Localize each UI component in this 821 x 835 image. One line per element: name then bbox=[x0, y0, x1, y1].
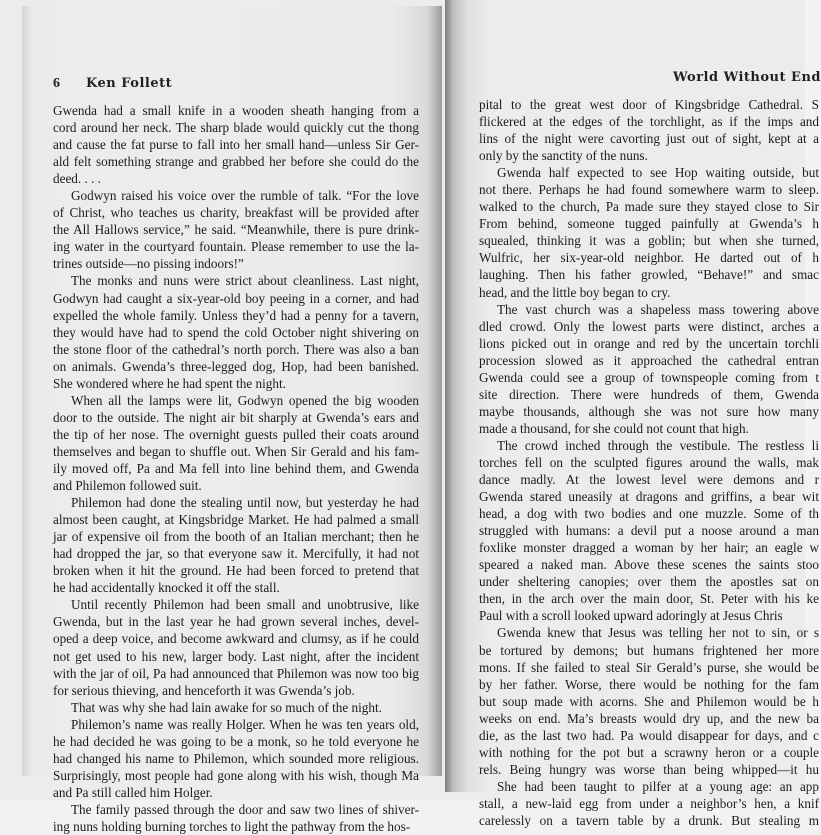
text-line: expelled the whole family. Unless they’d had a penny for a tavern, bbox=[53, 307, 419, 323]
text-line: Godwyn had caught a six-year-old boy peeing in a corner, and had bbox=[53, 290, 419, 306]
text-line: trines outside—no pissing indoors!” bbox=[53, 256, 244, 272]
text-line: not get used to his new, larger body. Last night, after the incident bbox=[53, 648, 419, 664]
text-line: they would have had to spend the cold October night shivering on bbox=[53, 324, 419, 340]
text-line: the All Hallows service,” he said. “Meanwhile, there is pure drink- bbox=[53, 222, 419, 238]
text-line: She had been taught to pilfer at a young age: an app bbox=[497, 778, 819, 794]
text-line: but soup made with acorns. She and Philemon would be h bbox=[479, 693, 819, 709]
text-line: lions picked out in orange and red by the uncertain torchli bbox=[479, 335, 819, 351]
text-line: the stone floor of the cathedral’s north porch. There was also a ban bbox=[53, 341, 419, 357]
text-line: on animals. Gwenda’s three-legged dog, Hop, had been banished. bbox=[53, 358, 419, 374]
text-line: ald felt something strange and grabbed her before she could do the bbox=[53, 154, 419, 170]
text-line: by her father. Worse, there would be nothing for the fam bbox=[479, 676, 819, 692]
text-line: ily moved off, Pa and Ma fell into line behind them, and Gwenda bbox=[53, 460, 419, 476]
text-line: Philemon’s name was really Holger. When he was ten years old, bbox=[71, 716, 419, 732]
text-line: oped a deep voice, and become awkward and clumsy, as if he could bbox=[53, 631, 419, 647]
text-line: She wondered where he had spent the night. bbox=[53, 375, 286, 391]
page-number: 6 bbox=[53, 76, 61, 91]
text-line: and cause the fat purse to fall into her small hand—unless Sir Ger- bbox=[53, 137, 419, 153]
text-line: themselves and began to shuffle out. When Sir Gerald and his fam- bbox=[53, 443, 419, 459]
text-line: Surprisingly, most people had gone along with his wish, though Ma bbox=[53, 767, 419, 783]
text-line: Gwenda could see a group of townspeople coming from t bbox=[479, 369, 819, 385]
right-page-text bbox=[479, 96, 819, 829]
text-line: Godwyn raised his voice over the rumble of talk. “For the love bbox=[71, 188, 419, 204]
text-line: be tortured by demons; but humans frightened her more bbox=[479, 642, 819, 658]
running-head-author: Ken Follett bbox=[86, 76, 173, 91]
text-line: When all the lamps were lit, Godwyn opened the big wooden bbox=[71, 392, 419, 408]
running-head-title: World Without End bbox=[673, 70, 821, 85]
text-line: lins of the night were cavorting just out of sight, kept at a bbox=[479, 131, 819, 147]
text-line: head, and the little boy began to cry. bbox=[479, 284, 671, 300]
text-line: Gwenda knew that Jesus was telling her not to sin, or s bbox=[497, 625, 819, 641]
text-line: Gwenda stared uneasily at dragons and griffins, a bear wit bbox=[479, 489, 819, 505]
text-line: ing water in the courtyard fountain. Please remember to use the la- bbox=[53, 239, 419, 255]
text-line: the tip of her nose. The overnight guests pulled their coats around bbox=[53, 426, 419, 442]
text-line: procession slowed as it approached the cathedral entran bbox=[479, 352, 819, 368]
text-line: broken when it hit the ground. He had been forced to pretend that bbox=[53, 563, 419, 579]
text-line: die, as the last two had. Pa would disappear for days, and c bbox=[479, 727, 819, 743]
text-line: with nothing for the pot but a scrawny heron or a couple bbox=[479, 744, 819, 760]
text-line: with the jar of oil, Pa had announced that Philemon was now too big bbox=[53, 665, 419, 681]
text-line: From behind, someone tugged painfully at Gwenda’s h bbox=[479, 216, 819, 232]
text-line: for serious thieving, and henceforth it was Gwenda’s job. bbox=[53, 682, 355, 698]
text-line: Philemon had done the stealing until now, but yesterday he had bbox=[71, 495, 419, 511]
text-line: only by the sanctity of the nuns. bbox=[479, 148, 648, 164]
text-line: The crowd inched through the vestibule. The restless li bbox=[497, 437, 819, 453]
text-line: of Christ, who teaches us charity, breakfast will be provided after bbox=[53, 205, 419, 221]
text-line: maybe thousands, although she was not sure how many bbox=[479, 403, 819, 419]
text-line: he had accidentally knocked it off the stall. bbox=[53, 580, 280, 596]
text-line: ing nuns holding burning torches to light the pathway from the hos- bbox=[53, 818, 411, 834]
text-line: head, a dog with two bodies and one muzzle. Some of th bbox=[479, 506, 819, 522]
text-line: The vast church was a shapeless mass towering above bbox=[497, 301, 819, 317]
right-page bbox=[445, 0, 821, 828]
text-line: Paul with a scroll looked upward adoringly at Jesus Chris bbox=[479, 608, 783, 624]
text-line: made a thousand, for she could not count that high. bbox=[479, 420, 749, 436]
text-line: laughing. Then his father growled, “Behave!” and smac bbox=[479, 267, 819, 283]
text-line: pital to the great west door of Kingsbridge Cathedral. S bbox=[479, 97, 819, 112]
text-line: had changed his name to Philemon, which sounded more religious. bbox=[53, 750, 419, 766]
text-line: foxlike monster dragged a woman by her hair; an eagle w bbox=[479, 540, 819, 556]
text-line: speared a naked man. Above these scenes the saints stoo bbox=[479, 557, 819, 573]
text-line: Gwenda, but in the last year he had grown several inches, devel- bbox=[53, 614, 419, 630]
text-line: rels. Being hungry was worse than being whipped—it hu bbox=[479, 761, 819, 777]
text-line: flickered at the edges of the torchlight, as if the imps and bbox=[479, 114, 819, 130]
text-line: Until recently Philemon had been small and unobtrusive, like bbox=[71, 597, 419, 613]
text-line: Gwenda half expected to see Hop waiting outside, but bbox=[497, 165, 819, 181]
left-page-text bbox=[53, 102, 419, 835]
left-page bbox=[22, 6, 442, 834]
text-line: torches fell on the sculpted figures around the walls, mak bbox=[479, 454, 819, 470]
text-line: jar of expensive oil from the booth of an Italian merchant; then he bbox=[53, 529, 419, 545]
text-line: door to the outside. The night air bit sharply at Gwenda’s ears and bbox=[53, 409, 419, 425]
text-line: had dropped the jar, so that everyone saw it. Mercifully, it had not bbox=[53, 546, 419, 562]
text-line: and Philemon followed suit. bbox=[53, 478, 202, 494]
text-line: dled crowd. Only the lowest parts were distinct, arches a bbox=[479, 318, 819, 334]
text-line: weeks on end. Ma’s breasts would dry up, and the new ba bbox=[479, 710, 819, 726]
text-line: then, in the arch over the main door, St. Peter with his ke bbox=[479, 591, 819, 607]
text-line: under sheltering canopies; over them the apostles sat on bbox=[479, 574, 819, 590]
text-line: carelessly on a tavern table by a drunk. But stealing m bbox=[479, 812, 819, 828]
text-line: and Pa still called him Holger. bbox=[53, 784, 213, 800]
text-line: mons. If she failed to steal Sir Gerald’s purse, she would be bbox=[479, 659, 819, 675]
text-line: not there. Perhaps he had found somewhere warm to sleep. bbox=[479, 182, 819, 198]
text-line: site direction. There were hundreds of them, Gwenda bbox=[479, 386, 819, 402]
text-line: almost been caught, at Kingsbridge Market. He had palmed a small bbox=[53, 512, 419, 528]
text-line: That was why she had lain awake for so much of the night. bbox=[71, 699, 382, 715]
text-line: Wulfric, her six-year-old neighbor. He darted out of h bbox=[479, 250, 819, 266]
text-line: The family passed through the door and saw two lines of shiver- bbox=[71, 801, 419, 817]
text-line: struggled with humans: a devil put a noose around a man bbox=[479, 523, 819, 539]
text-line: squealed, thinking it was a goblin; but when she turned, bbox=[479, 233, 819, 249]
text-line: cord around her neck. The sharp blade would quickly cut the thong bbox=[53, 120, 419, 136]
text-line: walked to the church, Pa made sure they stayed close to Sir bbox=[479, 199, 819, 215]
text-line: Gwenda had a small knife in a wooden sheath hanging from a bbox=[53, 103, 419, 118]
text-line: deed. . . . bbox=[53, 171, 101, 187]
text-line: he had decided he was going to be a monk, so he told everyone he bbox=[53, 733, 419, 749]
text-line: The monks and nuns were strict about cleanliness. Last night, bbox=[71, 273, 419, 289]
text-line: dance madly. At the lowest level were demons and r bbox=[479, 472, 819, 488]
text-line: stall, a new-laid egg from under a neighbor’s hen, a knif bbox=[479, 795, 819, 811]
